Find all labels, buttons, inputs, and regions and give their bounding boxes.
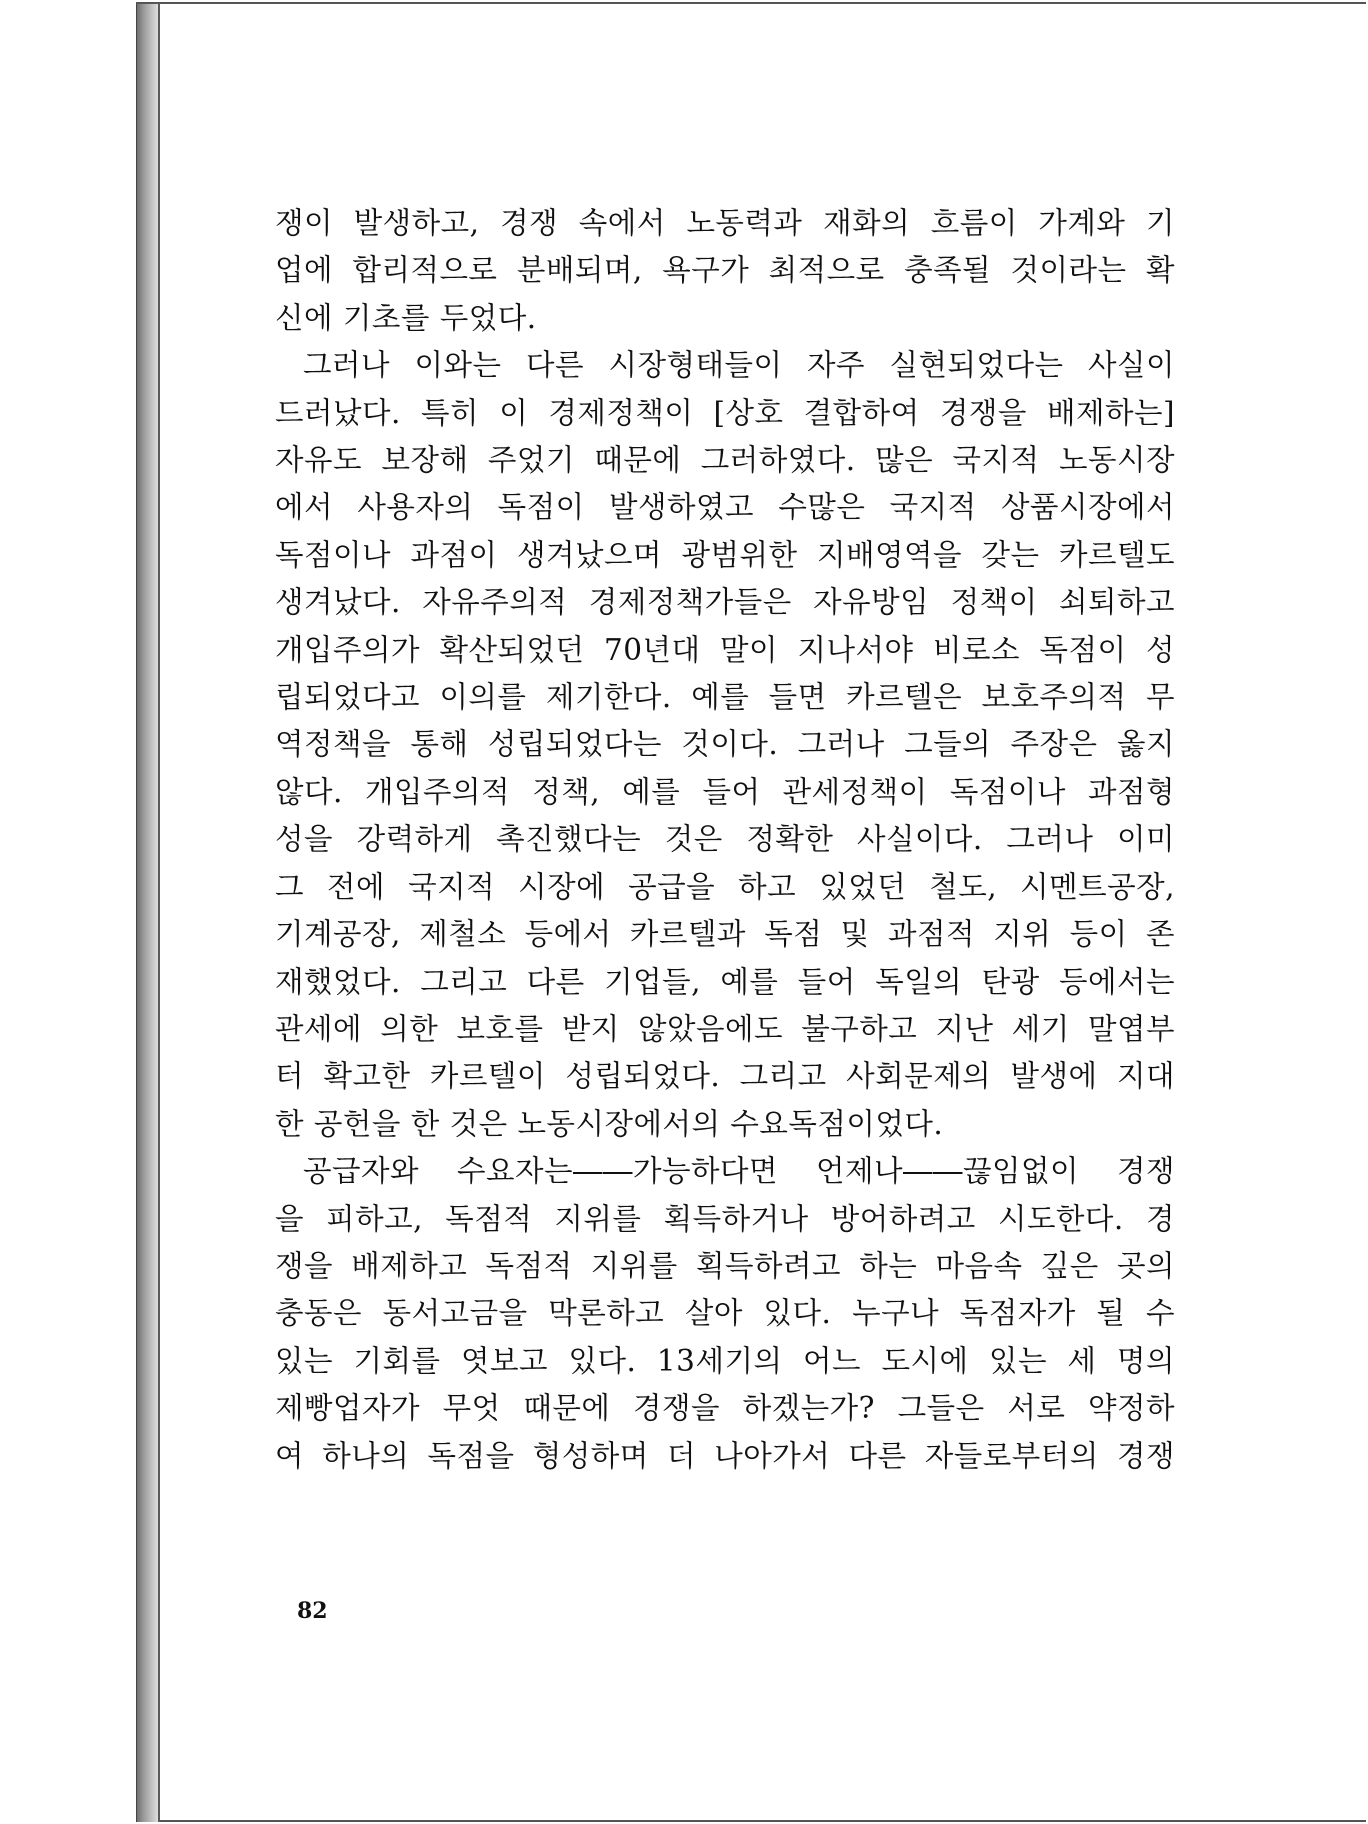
text-line: 생겨났다. 자유주의적 경제정책가들은 자유방임 정책이 쇠퇴하고 [275,585,1175,620]
text-line: 드러났다. 특히 이 경제정책이 [상호 결합하여 경쟁을 배제하는] [275,395,1175,430]
text-line: 관세에 의한 보호를 받지 않았음에도 불구하고 지난 세기 말엽부 [275,1011,1175,1046]
text-line: 터 확고한 카르텔이 성립되었다. 그리고 사회문제의 발생에 지대 [275,1059,1175,1094]
text-line: 독점이나 과점이 생겨났으며 광범위한 지배영역을 갖는 카르텔도 [275,537,1175,572]
text-line: 재했었다. 그리고 다른 기업들, 예를 들어 독일의 탄광 등에서는 [275,964,1175,999]
text-line: 신에 기초를 두었다. [275,300,537,335]
text-line: 기계공장, 제철소 등에서 카르텔과 독점 및 과점적 지위 등이 존 [275,917,1175,952]
text-line: 에서 사용자의 독점이 발생하였고 수많은 국지적 상품시장에서 [275,490,1175,525]
text-line: 충동은 동서고금을 막론하고 살아 있다. 누구나 독점자가 될 수 [275,1296,1175,1331]
text-line: 쟁을 배제하고 독점적 지위를 획득하려고 하는 마음속 깊은 곳의 [275,1248,1175,1283]
page-bottom-edge [136,1820,1366,1822]
page-number: 82 [297,1598,328,1624]
text-line: 성을 강력하게 촉진했다는 것은 정확한 사실이다. 그러나 이미 [275,822,1175,857]
text-line: 업에 합리적으로 분배되며, 욕구가 최적으로 충족될 것이라는 확 [275,253,1175,288]
body-text [275,200,1175,1480]
text-line: 그러나 이와는 다른 시장형태들이 자주 실현되었다는 사실이 [303,348,1175,383]
text-line: 제빵업자가 무엇 때문에 경쟁을 하겠는가? 그들은 서로 약정하 [275,1391,1175,1426]
text-line: 그 전에 국지적 시장에 공급을 하고 있었던 철도, 시멘트공장, [275,869,1175,904]
text-line: 여 하나의 독점을 형성하며 더 나아가서 다른 자들로부터의 경쟁 [275,1438,1175,1473]
text-line: 립되었다고 이의를 제기한다. 예를 들면 카르텔은 보호주의적 무 [275,680,1175,715]
text-line: 않다. 개입주의적 정책, 예를 들어 관세정책이 독점이나 과점형 [275,774,1175,809]
book-spine-edge [158,4,160,1822]
text-line: 자유도 보장해 주었기 때문에 그러하였다. 많은 국지적 노동시장 [275,443,1175,478]
text-line: 쟁이 발생하고, 경쟁 속에서 노동력과 재화의 흐름이 가계와 기 [275,206,1175,240]
page-top-edge [136,2,1366,4]
text-line: 한 공헌을 한 것은 노동시장에서의 수요독점이었다. [275,1106,944,1141]
text-line: 개입주의가 확산되었던 70년대 말이 지나서야 비로소 독점이 성 [275,632,1175,667]
text-line: 을 피하고, 독점적 지위를 획득하거나 방어하려고 시도한다. 경 [275,1201,1175,1236]
text-line: 역정책을 통해 성립되었다는 것이다. 그러나 그들의 주장은 옳지 [275,727,1175,762]
text-line: 공급자와 수요자는――가능하다면 언제나――끊임없이 경쟁 [303,1154,1175,1189]
book-spine [136,4,159,1822]
text-line: 있는 기회를 엿보고 있다. 13세기의 어느 도시에 있는 세 명의 [275,1343,1175,1378]
